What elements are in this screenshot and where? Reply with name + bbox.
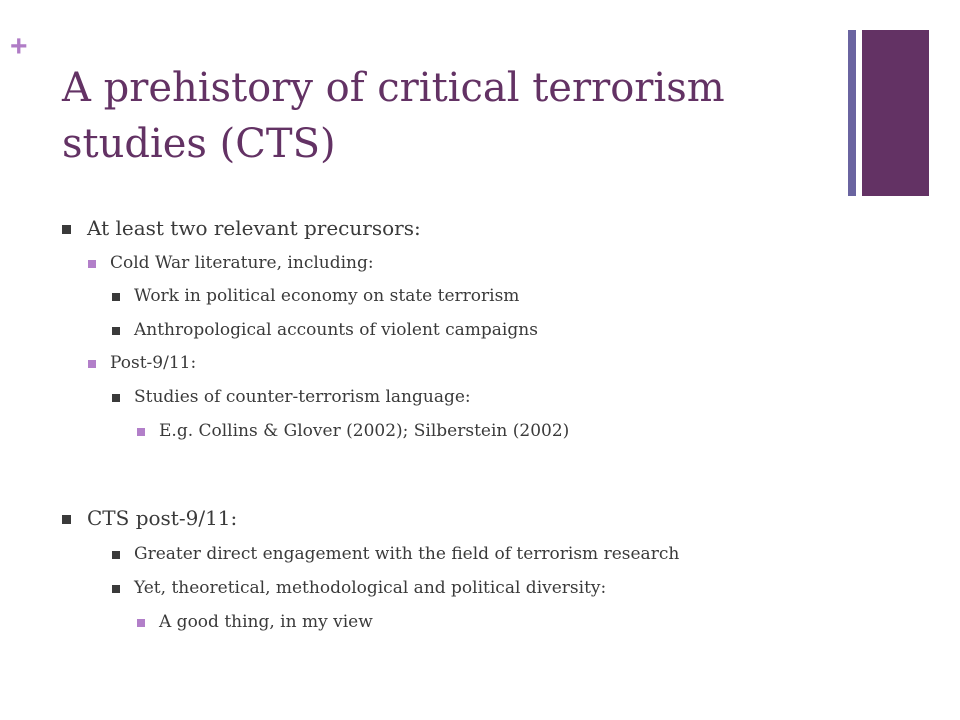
- plus-mark: +: [10, 30, 28, 63]
- bullet-counter-terrorism-language: Studies of counter-terrorism language:: [134, 387, 471, 407]
- bullet-greater-engagement: Greater direct engagement with the field of terrorism research: [134, 544, 680, 564]
- bullet-cold-war: Cold War literature, including:: [110, 253, 374, 273]
- accent-bar-thin: [848, 30, 856, 196]
- accent-bar-thick: [862, 30, 929, 196]
- slide-title: A prehistory of critical terrorism studies (CTS): [62, 65, 725, 167]
- bullet-anthropological: Anthropological accounts of violent campaigns: [134, 320, 538, 340]
- bullet-post-911: Post-9/11:: [110, 353, 197, 373]
- bullet-diversity: Yet, theoretical, methodological and political diversity:: [134, 578, 607, 598]
- bullet-cts-post-911: CTS post-9/11:: [87, 506, 238, 530]
- bullet-good-thing: A good thing, in my view: [159, 612, 373, 632]
- bullet-political-economy: Work in political economy on state terrorism: [134, 286, 520, 306]
- bullet-precursors: At least two relevant precursors:: [87, 216, 421, 240]
- bullet-collins-glover: E.g. Collins & Glover (2002); Silberstein (2002): [159, 421, 570, 441]
